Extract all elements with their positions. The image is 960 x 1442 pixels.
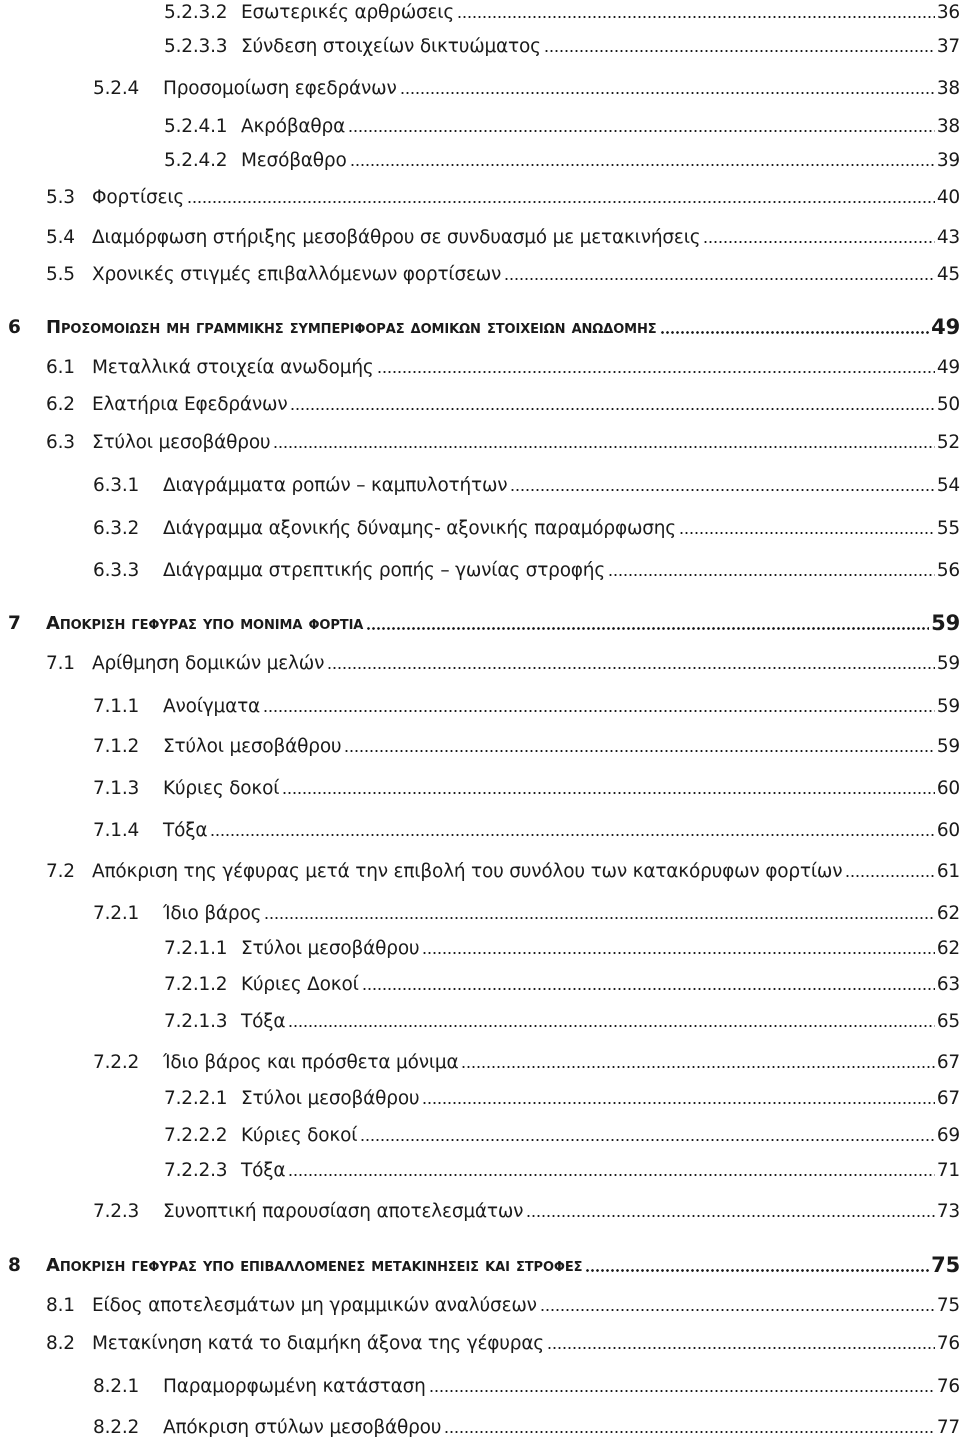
toc-entry-title: Κύριες δοκοί <box>241 1124 358 1146</box>
toc-entry-title: Χρονικές στιγμές επιβαλλόμενων φορτίσεων <box>92 263 502 285</box>
toc-entry-number: 7.1.3 <box>93 777 140 799</box>
toc-entry-number: 5.3 <box>46 186 75 208</box>
toc-entry-number: 5.2.4 <box>93 77 140 99</box>
toc-entry-page-number: 60 <box>936 819 960 841</box>
toc-entry-number: 6.3.1 <box>93 474 140 496</box>
toc-entry-title: Μεσόβαθρο <box>241 149 347 171</box>
dot-leader <box>585 1269 929 1272</box>
toc-entry-title: Ανοίγματα <box>163 695 261 717</box>
toc-entry-page-number: 60 <box>936 777 960 799</box>
toc-entry-page-number: 75 <box>931 1253 960 1277</box>
toc-entry[interactable] <box>46 354 960 380</box>
toc-entry-title: Κύριες Δοκοί <box>241 973 359 995</box>
dot-leader <box>288 1025 935 1027</box>
toc-entry-page-number: 76 <box>936 1332 960 1354</box>
dot-leader <box>461 1066 934 1068</box>
dot-leader <box>344 750 934 752</box>
toc-entry[interactable] <box>46 184 960 210</box>
toc-entry-page-number: 40 <box>936 186 960 208</box>
toc-entry[interactable] <box>93 775 960 801</box>
toc-entry-number: 5.5 <box>46 263 75 285</box>
toc-entry[interactable] <box>93 1049 960 1075</box>
toc-entry-page-number: 50 <box>936 393 960 415</box>
toc-entry[interactable] <box>93 1414 960 1440</box>
toc-entry-title: Παραμορφωμένη κατάσταση <box>163 1375 426 1397</box>
toc-entry-number: 7.2.2.3 <box>164 1159 228 1181</box>
dot-leader <box>422 952 934 954</box>
toc-entry-title: Σύνδεση στοιχείων δικτυώματος <box>241 35 541 57</box>
dot-leader <box>510 489 934 491</box>
toc-entry-page-number: 59 <box>931 611 960 635</box>
toc-entry-page-number: 49 <box>936 356 960 378</box>
toc-entry[interactable] <box>164 935 960 961</box>
dot-leader <box>366 627 929 630</box>
toc-entry-page-number: 76 <box>936 1375 960 1397</box>
toc-entry-page-number: 45 <box>936 263 960 285</box>
toc-entry-number: 8.1 <box>46 1294 75 1316</box>
dot-leader <box>444 1431 935 1433</box>
toc-entry-title: Προσομοιωση μη γραμμικης συμπεριφορας δομικων στοιχειων ανωδομης <box>46 316 657 338</box>
toc-entry[interactable] <box>164 1157 960 1183</box>
dot-leader <box>422 1102 934 1104</box>
dot-leader <box>429 1390 935 1392</box>
toc-entry-page-number: 59 <box>936 652 960 674</box>
toc-entry-title: Απόκριση στύλων μεσοβάθρου <box>163 1416 442 1438</box>
toc-entry-page-number: 52 <box>936 431 960 453</box>
toc-entry-title: Διάγραμμα στρεπτικής ροπής – γωνίας στροφής <box>163 559 605 581</box>
dot-leader <box>660 331 930 334</box>
toc-entry[interactable] <box>93 900 960 926</box>
dot-leader <box>547 1347 935 1349</box>
toc-entry-number: 8.2 <box>46 1332 75 1354</box>
dot-leader <box>290 408 934 410</box>
toc-entry-page-number: 54 <box>936 474 960 496</box>
toc-entry-number: 6.2 <box>46 393 75 415</box>
toc-entry-page-number: 67 <box>936 1087 960 1109</box>
toc-entry-title: Αποκριση γεφυρας υπο μονιμα φορτια <box>46 612 364 634</box>
toc-entry-page-number: 37 <box>936 35 960 57</box>
dot-leader <box>544 50 935 52</box>
toc-entry-title: Στύλοι μεσοβάθρου <box>163 735 342 757</box>
dot-leader <box>845 875 935 877</box>
toc-entry[interactable] <box>93 693 960 719</box>
toc-entry[interactable] <box>164 113 960 139</box>
toc-entry[interactable] <box>46 261 960 287</box>
toc-entry-title: Είδος αποτελεσμάτων μη γραμμικών αναλύσεων <box>92 1294 537 1316</box>
toc-entry-title: Κύριες δοκοί <box>163 777 280 799</box>
toc-entry[interactable] <box>93 817 960 843</box>
toc-entry-title: Τόξα <box>241 1010 286 1032</box>
toc-entry-number: 5.2.3.3 <box>164 35 228 57</box>
toc-entry[interactable] <box>93 515 960 541</box>
toc-entry-title: Διάγραμμα αξονικής δύναμης- αξονικής παραμόρφωσης <box>163 517 676 539</box>
dot-leader <box>457 16 935 18</box>
toc-entry[interactable] <box>164 1122 960 1148</box>
toc-entry[interactable] <box>93 1198 960 1224</box>
toc-entry-number: 7.2.1.3 <box>164 1010 228 1032</box>
dot-leader <box>377 371 935 373</box>
toc-entry-page-number: 67 <box>936 1051 960 1073</box>
toc-entry-number: 5.2.3.2 <box>164 1 228 23</box>
toc-entry[interactable] <box>46 224 960 250</box>
toc-entry-number: 6.1 <box>46 356 75 378</box>
dot-leader <box>679 532 935 534</box>
toc-entry-page-number: 75 <box>936 1294 960 1316</box>
toc-entry-number: 6.3.2 <box>93 517 140 539</box>
toc-entry-number: 7.2 <box>46 860 75 882</box>
toc-entry-page-number: 36 <box>936 1 960 23</box>
toc-entry-number: 6.3 <box>46 431 75 453</box>
toc-entry[interactable] <box>164 147 960 173</box>
toc-entry-number: 8.2.2 <box>93 1416 140 1438</box>
toc-entry[interactable] <box>93 1373 960 1399</box>
toc-entry[interactable] <box>164 1008 960 1034</box>
toc-entry-title: Ακρόβαθρα <box>241 115 346 137</box>
toc-entry-title: Εσωτερικές αρθρώσεις <box>241 1 455 23</box>
toc-entry[interactable] <box>46 650 960 676</box>
toc-entry-page-number: 59 <box>936 695 960 717</box>
toc-entry[interactable] <box>46 858 960 884</box>
toc-entry-title: Τόξα <box>163 819 208 841</box>
dot-leader <box>210 834 935 836</box>
dot-leader <box>504 278 935 280</box>
toc-chapter-entry[interactable] <box>8 610 960 636</box>
dot-leader <box>608 574 935 576</box>
toc-entry-page-number: 38 <box>936 77 960 99</box>
toc-entry-number: 7.2.1 <box>93 902 140 924</box>
toc-entry-page-number: 73 <box>936 1200 960 1222</box>
toc-entry-title: Τόξα <box>241 1159 286 1181</box>
toc-entry-title: Απόκριση της γέφυρας μετά την επιβολή του συνόλου των κατακόρυφων φορτίων <box>92 860 843 882</box>
toc-entry-title: Αποκριση γεφυρας υπο επιβαλλομενες μετακινησεις και στροφες <box>46 1254 583 1276</box>
toc-entry-title: Στύλοι μεσοβάθρου <box>92 431 271 453</box>
toc-entry[interactable] <box>164 971 960 997</box>
toc-entry-number: 7.2.2 <box>93 1051 140 1073</box>
dot-leader <box>264 917 935 919</box>
toc-entry-title: Στύλοι μεσοβάθρου <box>241 1087 420 1109</box>
toc-entry-number: 7.2.1.2 <box>164 973 228 995</box>
toc-entry-number: 7.2.1.1 <box>164 937 228 959</box>
toc-entry-title: Ίδιο βάρος και πρόσθετα μόνιμα <box>163 1051 459 1073</box>
toc-entry[interactable] <box>93 557 960 583</box>
toc-entry[interactable] <box>93 472 960 498</box>
toc-entry-number: 7 <box>8 612 21 634</box>
toc-entry-title: Φορτίσεις <box>92 186 185 208</box>
toc-entry-number: 7.2.3 <box>93 1200 140 1222</box>
toc-entry-page-number: 71 <box>936 1159 960 1181</box>
toc-entry-page-number: 43 <box>936 226 960 248</box>
toc-entry-title: Ίδιο βάρος <box>163 902 262 924</box>
dot-leader <box>526 1215 935 1217</box>
toc-entry-number: 6.3.3 <box>93 559 140 581</box>
toc-entry-number: 5.2.4.1 <box>164 115 228 137</box>
toc-entry-title: Αρίθμηση δομικών μελών <box>92 652 325 674</box>
toc-entry-page-number: 56 <box>936 559 960 581</box>
dot-leader <box>350 164 935 166</box>
dot-leader <box>288 1174 935 1176</box>
toc-entry-number: 5.4 <box>46 226 75 248</box>
toc-entry-title: Ελατήρια Εφεδράνων <box>92 393 288 415</box>
toc-entry-page-number: 55 <box>936 517 960 539</box>
toc-entry[interactable] <box>164 1085 960 1111</box>
toc-entry-number: 7.1.1 <box>93 695 140 717</box>
toc-entry-number: 5.2.4.2 <box>164 149 228 171</box>
toc-entry-title: Διαγράμματα ροπών – καμπυλοτήτων <box>163 474 508 496</box>
toc-entry-page-number: 62 <box>936 937 960 959</box>
toc-entry-number: 7.2.2.2 <box>164 1124 228 1146</box>
toc-entry-number: 7.2.2.1 <box>164 1087 228 1109</box>
dot-leader <box>362 988 935 990</box>
toc-entry-page-number: 69 <box>936 1124 960 1146</box>
toc-entry-title: Μετακίνηση κατά το διαμήκη άξονα της γέφυρας <box>92 1332 544 1354</box>
toc-entry-number: 7.1 <box>46 652 75 674</box>
dot-leader <box>540 1309 935 1311</box>
toc-entry-page-number: 59 <box>936 735 960 757</box>
toc-entry[interactable] <box>164 0 960 25</box>
toc-entry[interactable] <box>164 33 960 59</box>
toc-entry[interactable] <box>93 75 960 101</box>
toc-entry-title: Συνοπτική παρουσίαση αποτελεσμάτων <box>163 1200 524 1222</box>
toc-entry-number: 8 <box>8 1254 21 1276</box>
dot-leader <box>400 92 935 94</box>
toc-entry-page-number: 49 <box>931 315 960 339</box>
toc-entry[interactable] <box>46 1292 960 1318</box>
dot-leader <box>327 667 935 669</box>
toc-entry[interactable] <box>93 733 960 759</box>
toc-entry-page-number: 39 <box>936 149 960 171</box>
toc-chapter-entry[interactable] <box>8 314 960 340</box>
toc-entry-title: Μεταλλικά στοιχεία ανωδομής <box>92 356 374 378</box>
toc-entry-page-number: 61 <box>936 860 960 882</box>
toc-entry-title: Προσομοίωση εφεδράνων <box>163 77 397 99</box>
toc-entry-title: Διαμόρφωση στήριξης μεσοβάθρου σε συνδυασμό με μετακινήσεις <box>92 226 701 248</box>
toc-entry-number: 6 <box>8 316 21 338</box>
dot-leader <box>263 710 935 712</box>
toc-chapter-entry[interactable] <box>8 1252 960 1278</box>
dot-leader <box>282 792 935 794</box>
dot-leader <box>348 130 935 132</box>
toc-entry[interactable] <box>46 429 960 455</box>
dot-leader <box>187 201 935 203</box>
toc-entry-page-number: 62 <box>936 902 960 924</box>
toc-entry-page-number: 63 <box>936 973 960 995</box>
dot-leader <box>703 241 934 243</box>
toc-entry[interactable] <box>46 391 960 417</box>
toc-entry-number: 7.1.4 <box>93 819 140 841</box>
toc-entry-number: 8.2.1 <box>93 1375 140 1397</box>
toc-entry-page-number: 77 <box>936 1416 960 1438</box>
dot-leader <box>360 1139 935 1141</box>
toc-entry-number: 7.1.2 <box>93 735 140 757</box>
toc-entry-page-number: 38 <box>936 115 960 137</box>
toc-entry-page-number: 65 <box>936 1010 960 1032</box>
toc-entry[interactable] <box>46 1330 960 1356</box>
dot-leader <box>273 446 934 448</box>
toc-entry-title: Στύλοι μεσοβάθρου <box>241 937 420 959</box>
